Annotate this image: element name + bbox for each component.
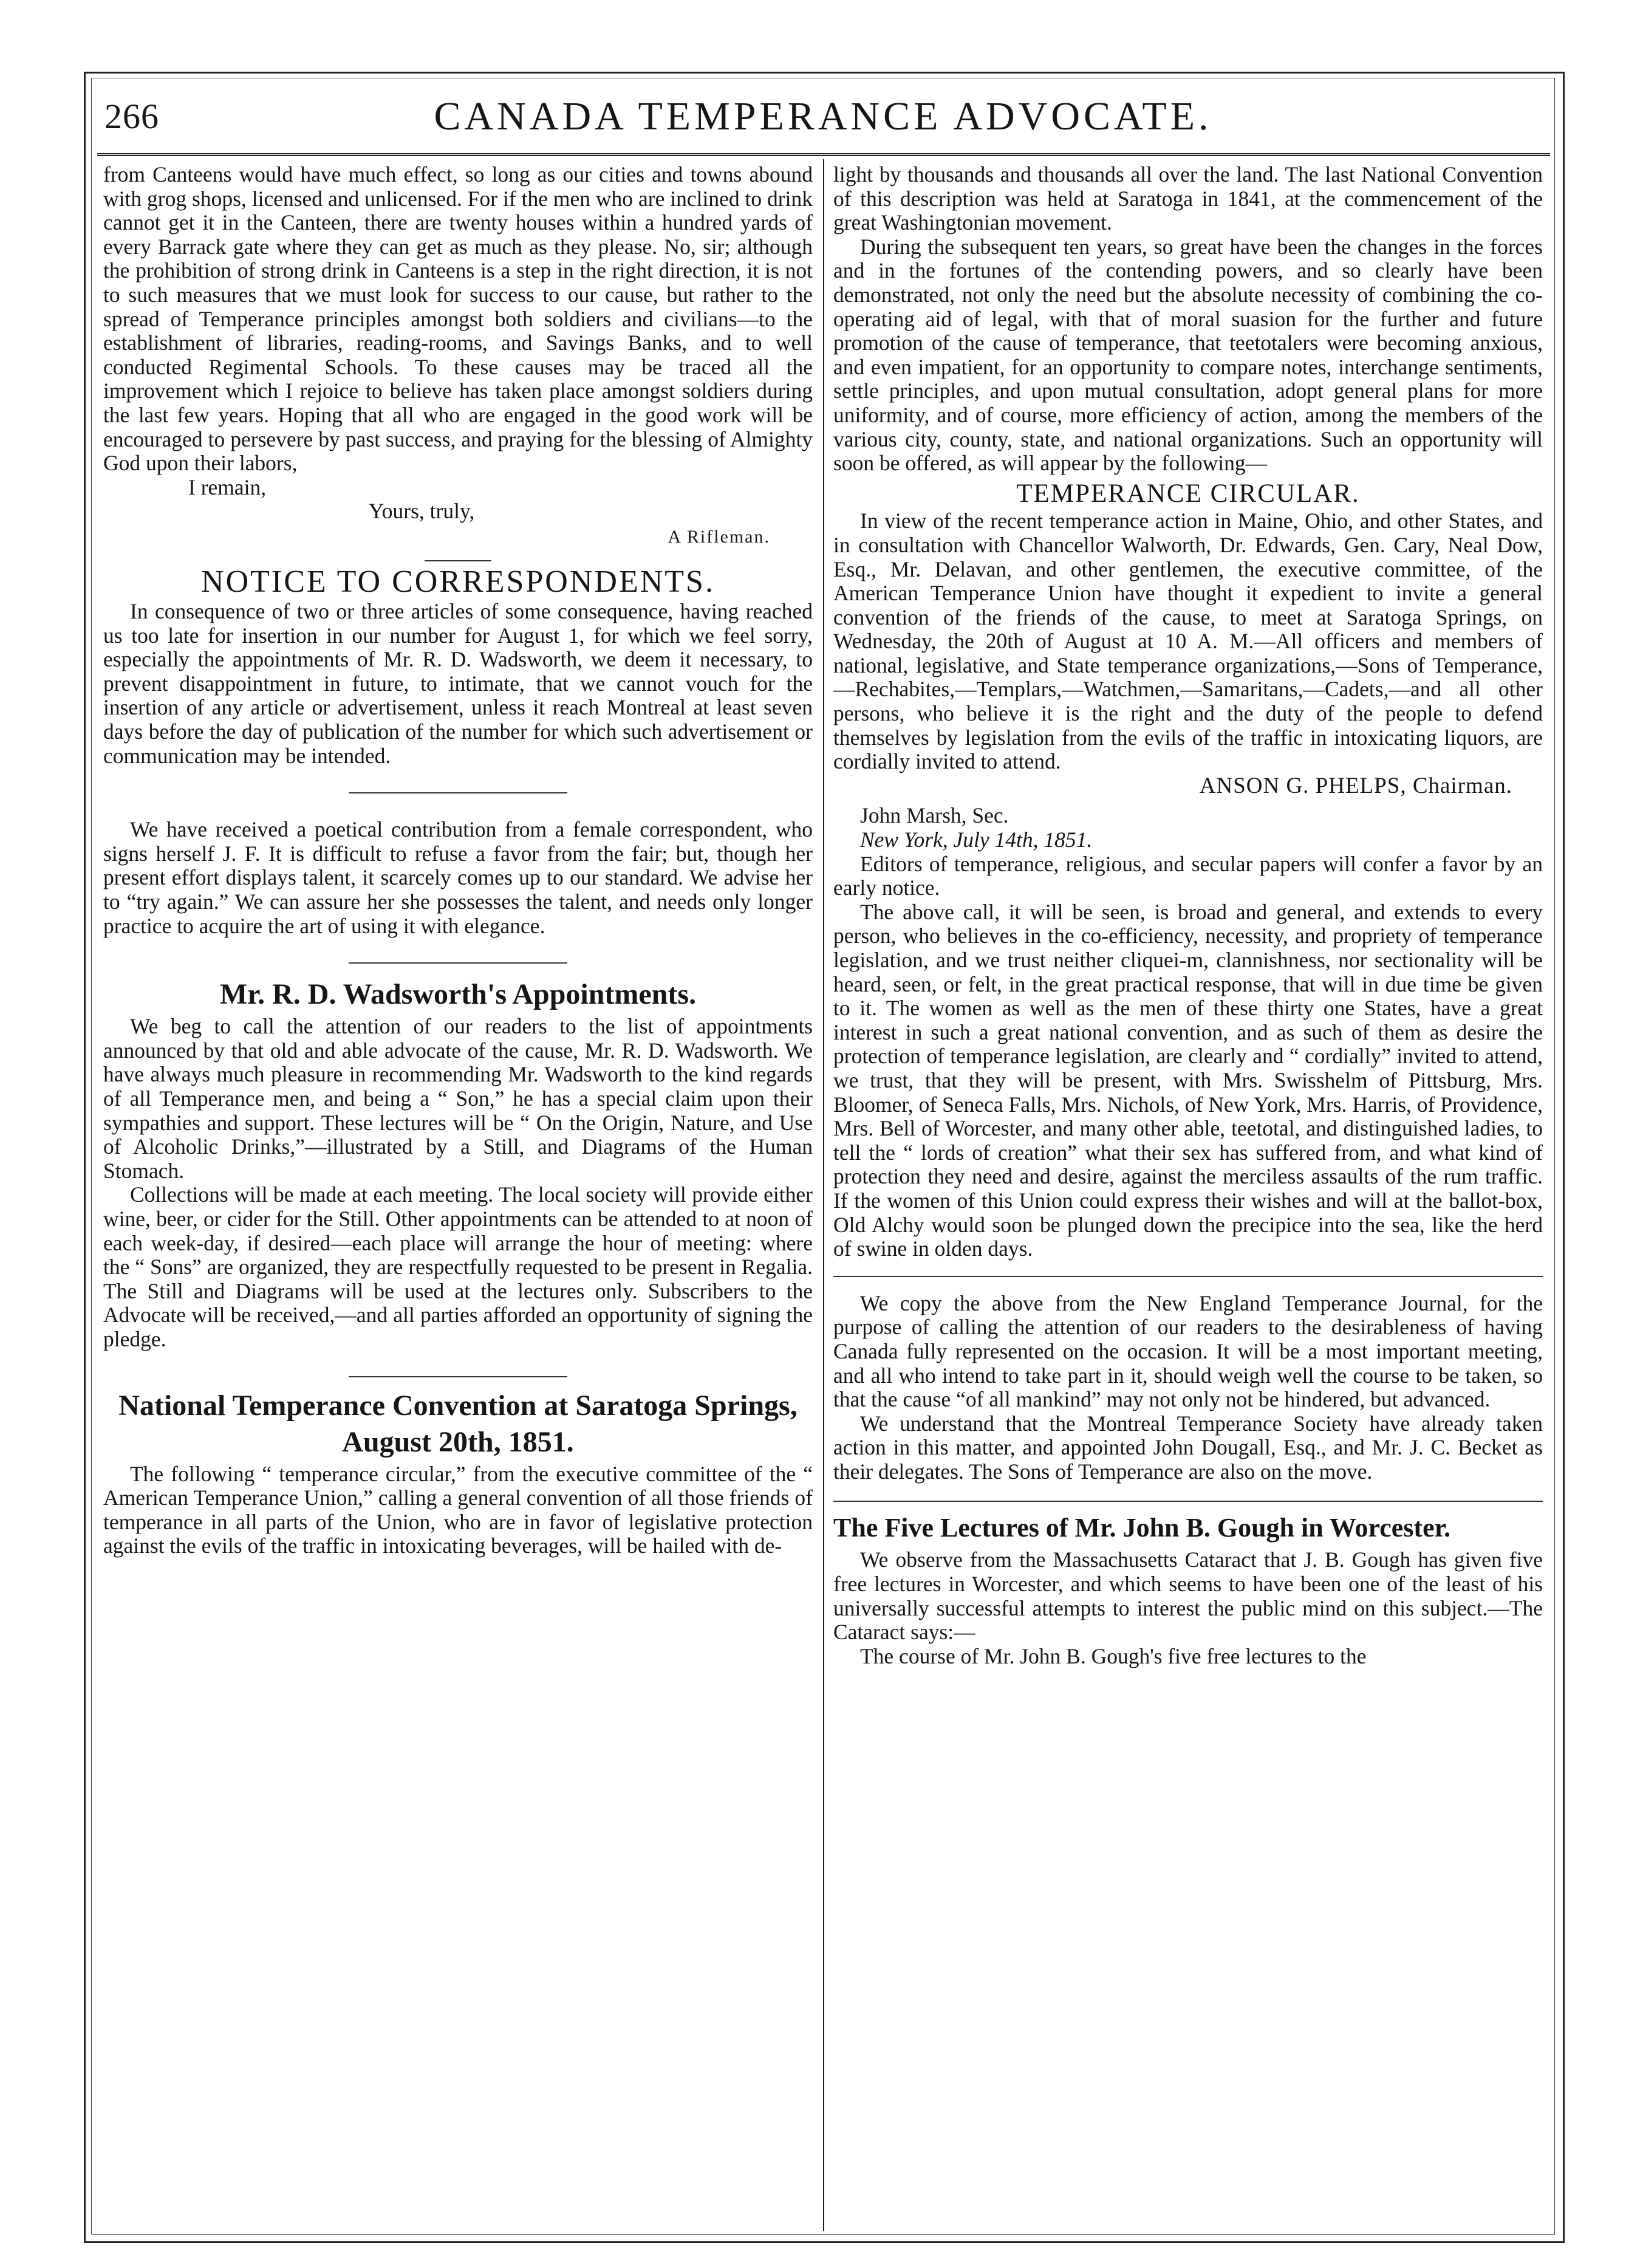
notice-heading: NOTICE TO CORRESPONDENTS. [201, 564, 715, 599]
section-rule [349, 792, 567, 793]
during-paragraph: During the subsequent ten years, so great have been the changes in the forces and in the fortunes of the contending powers, and so clearly have been demonstrated, not only the need but the absolute necessity of combining the co-operating aid of legal, with that of moral suasion for the further and future promotion of the cause of temperance, that teetotalers were becoming anxious, and even impatient, for an opportunity to compare notes, interchange sentiments, settle principles, and upon mutual consultation, adopt general plans for more uniformity, and of course, more efficiency of action, among the members of the various city, county, state, and national organizations. Such an opportunity will soon be offered, as will appear by the following— [833, 234, 1543, 476]
wadsworth-paragraph-2: Collections will be made at each meeting. The local society will provide either wine, beer, or cider for the Still. Other appointments can be attended to at noon of each week-day, if desired—each place will arrange the hour of meeting: where the “ Sons” are organized, they are respectfully requested to be present in Regalia. The Still and Diagrams will be used at the lectures only. Subscribers to the Advocate will be received,—and all parties afforded an opportunity of signing the pledge. [103, 1182, 813, 1351]
letter-yours: Yours, truly, [368, 499, 475, 524]
circular-chairman: ANSON G. PHELPS, Chairman. [1199, 773, 1512, 798]
saratoga-heading-line-2: August 20th, 1851. [342, 1425, 574, 1458]
page-number: 266 [104, 97, 159, 136]
section-rule [349, 1376, 567, 1377]
saratoga-heading-line-1: National Temperance Convention at Saratoga Springs, [118, 1389, 798, 1422]
letter-signature [103, 524, 813, 549]
signature-text: A Rifleman. [668, 526, 770, 547]
notice-paragraph: In consequence of two or three articles of some consequence, having reached us too late for insertion in our number for August 1, for which we feel sorry, especially the appointments of Mr. R. D. Wadsworth, we deem it necessary, to prevent disappointment in future, to intimate, that we cannot vouch for the insertion of any article or advertisement, unless it reach Montreal at least seven days before the day of publication of the number for which such advertisement or communication may be intended. [103, 599, 813, 768]
circular-heading: TEMPERANCE CIRCULAR. [1016, 479, 1360, 508]
dateline-text: New York, July 14th, 1851. [860, 827, 1093, 852]
continued-paragraph: light by thousands and thousands all over the land. The last National Convention of this description was held at Saratoga in 1841, at the commencement of the great Washingtonian movement. [833, 162, 1543, 235]
gough-paragraph: We observe from the Massachusetts Cataract that J. B. Gough has given five free lectures in Worcester, and which seems to have been one of the least of his universally successful attempts to interest the public mind on this subject.—The Cataract says:— [833, 1547, 1543, 1645]
column-divider [823, 159, 824, 2231]
circular-paragraph: In view of the recent temperance action in Maine, Ohio, and other States, and in consultation with Chancellor Walworth, Dr. Edwards, Gen. Cary, Neal Dow, Esq., Mr. Delavan, and other gentlemen, the executive committee, of the American Temperance Union have thought it expedient to invite a general convention of the friends of the cause, to meet at Saratoga Springs, on Wednesday, the 20th of August at 10 A. M.—All officers and members of national, legislative, and State temperance organizations,—Sons of Temperance,—Rechabites,—Templars,—Watchmen,—Samaritans,—Cadets,—and all other persons, who believe it is the right and the duty of the people to defend themselves by legislation from the evils of the traffic in intoxicating liquors, are cordially invited to attend. [833, 509, 1543, 774]
right-column [833, 163, 1543, 2225]
wadsworth-heading: Mr. R. D. Wadsworth's Appointments. [219, 978, 697, 1011]
gough-quote: The course of Mr. John B. Gough's five free lectures to the [860, 1643, 1367, 1668]
letter-closing: I remain, [188, 474, 267, 499]
copy-paragraph: We copy the above from the New England Temperance Journal, for the purpose of calling the attention of our readers to the desirableness of having Canada fully represented on the occasion. It will be a most important meeting, and all who intend to take part in it, should weigh well the course to be taken, so that the cause “of all mankind” may not only not be hindered, but advanced. [833, 1290, 1543, 1412]
running-title: CANADA TEMPERANCE ADVOCATE. [434, 94, 1212, 139]
poetical-paragraph: We have received a poetical contribution from a female correspondent, who signs herself J. F. It is difficult to refuse a favor from the fair; but, though her present effort displays talent, it scarcely comes up to our standard. We advise her to “try again.” We can assure her she possesses the talent, and needs only longer practice to acquire the art of using it with elegance. [103, 817, 813, 938]
saratoga-paragraph: The following “ temperance circular,” from the executive committee of the “ American Temperance Union,” calling a general convention of all those friends of temperance in all parts of the Union, who are in favor of legislative protection against the evils of the traffic in intoxicating beverages, will be hailed with de- [103, 1461, 813, 1558]
section-rule [833, 1276, 1543, 1277]
section-rule [349, 962, 567, 964]
letter-paragraph: from Canteens would have much effect, so long as our cities and towns abound with grog shops, licensed and unlicensed. For if the men who are inclined to drink cannot get it in the Canteen, there are twenty houses within a hundred yards of every Barrack gate where they can get as much as they please. No, sir; although the prohibition of strong drink in Canteens is a step in the right direction, it is not to such measures that we must look for success to our cause, but rather to the spread of Temperance principles amongst both soldiers and civilians—to the establishment of libraries, reading-rooms, and Savings Banks, and to well conducted Regimental Schools. To these causes may be traced all the improvement which I rejoice to believe has taken place amongst soldiers during the last few years. Hoping that all who are engaged in the good work will be encouraged to persevere by past success, and praying for the blessing of Almighty God upon their labors, [103, 162, 813, 476]
circular-secretary: John Marsh, Sec. [860, 803, 1009, 828]
gough-heading: The Five Lectures of Mr. John B. Gough in Worcester. [833, 1513, 1451, 1543]
header-rule [97, 153, 1550, 156]
wadsworth-paragraph-1: We beg to call the attention of our readers to the list of appointments announced by that old and able advocate of the cause, Mr. R. D. Wadsworth. We have always much pleasure in recommending Mr. Wadsworth to the kind regards of all Temperance men, and being a “ Son,” he has a special claim upon their sympathies and support. These lectures will be “ On the Origin, Nature, and Use of Alcoholic Drinks,”—illustrated by a Still, and Diagrams of the Human Stomach. [103, 1014, 813, 1183]
editors-paragraph: Editors of temperance, religious, and secular papers will confer a favor by an early notice. [833, 851, 1543, 900]
section-rule [425, 560, 491, 561]
page-header [97, 85, 1549, 152]
understand-paragraph: We understand that the Montreal Temperance Society have already taken action in this matter, and appointed John Dougall, Esq., and Mr. J. C. Becket as their delegates. The Sons of Temperance are also on the move. [833, 1411, 1543, 1484]
above-call-paragraph: The above call, it will be seen, is broad and general, and extends to every person, who believes in the co-efficiency, necessity, and propriety of temperance legislation, and we trust neither cliquei-m, clannishness, nor sectionality will be heard, seen, or felt, in the great practical response, that will in due time be given to it. The women as well as the men of these thirty one States, have a great interest in such a great national convention, and as such of them as desire the protection of temperance legislation, are clearly and “ cordially” invited to attend, we trust, that they will be present, with Mrs. Swisshelm of Pittsburg, Mrs. Bloomer, of Seneca Falls, Mrs. Nichols, of New York, Mrs. Harris, of Providence, Mrs. Bell of Worcester, and many other able, teetotal, and distinguished ladies, to tell the “ lords of creation” what their sex has suffered from, and what kind of protection they need and desire, against the merciless assaults of the rum traffic. If the women of this Union could express their wishes and will at the ballot-box, Old Alchy would soon be plunged down the precipice into the sea, like the herd of swine in olden days. [833, 899, 1543, 1261]
section-rule [833, 1501, 1543, 1502]
left-column [103, 163, 813, 2225]
circular-dateline [833, 828, 1543, 852]
